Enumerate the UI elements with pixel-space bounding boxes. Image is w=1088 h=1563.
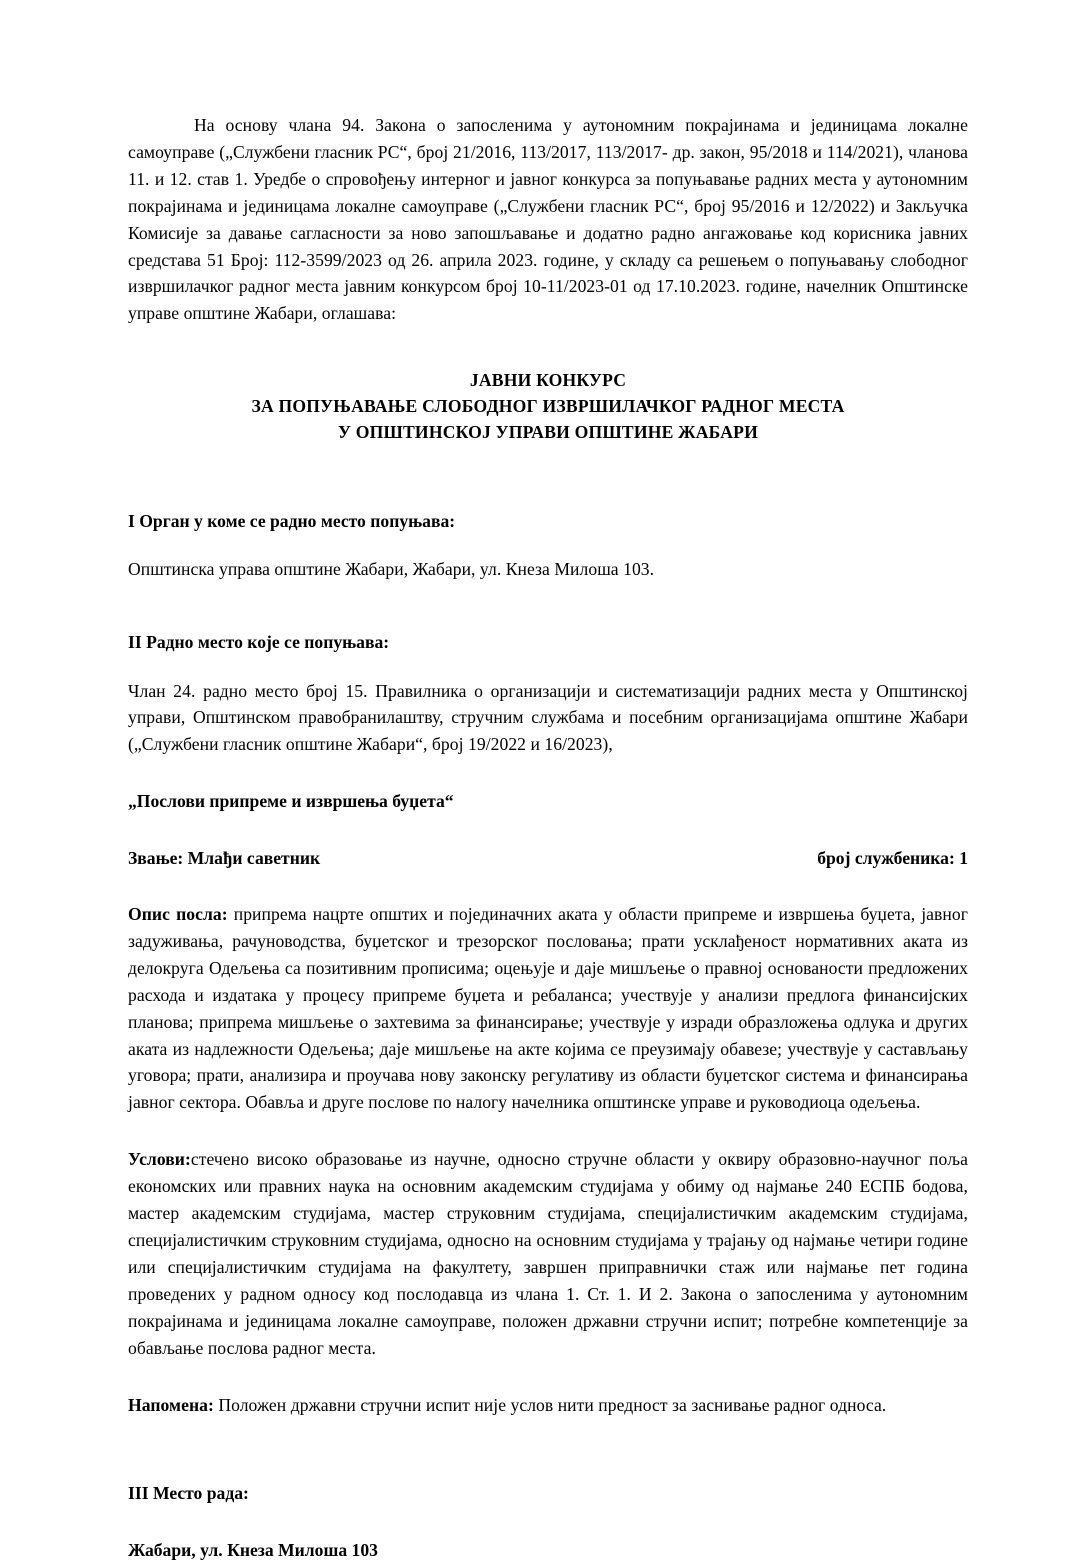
document-body: [128, 112, 968, 1563]
conditions-text: стечено високо образовање из научне, односно стручне области у оквиру образовно-научног поља економских или правних наука на основним академским студијама у обиму од најмање 240 ЕСПБ бодова, мастер академским студијама, мастер струковним студијама, специјалистичким академским студијама, специјалистичким струковним студијама, односно на основним студијама у трајању од најмање четири године или специјалистичким студијама на факултету, завршен приправнички стаж или најмање пет година проведених у радном односу код послодавца из члана 1. Ст. 1. И 2. Закона о запосленима у аутономним покрајинама и јединицама локалне самоуправе, положен државни стручни испит; потребне компетенције за обављање послова радног места.: [128, 1149, 968, 1358]
spacer-before-section-3: [128, 1418, 968, 1480]
job-description-label: Опис посла:: [128, 904, 228, 925]
note-label: Напомена:: [128, 1394, 214, 1415]
job-description-text: припрема нацрте општих и појединачних аката у области припреме и извршења буџета, јавног задуживања, рачуноводства, буџетског и трезорског пословања; прати усклађеност нормативних аката из делокруга Одељења са позитивним прописима; оцењује и даје мишљење о правној основаности предложених расхода и издатака у процесу припреме буџета и ребаланса; учествује у анализи предлога финансијских планова; припрема мишљење о захтевима за финансирање; учествује у изради образложења одлука и других аката из надлежности Одељења; даје мишљење на акте којима се преузимају обавезе; учествује у састављању уговора; прати, анализира и проучава нову законску регулативу из области буџетског система и финансирања јавног сектора. Обавља и друге послове по налогу начелника општинске управе и руководиоца одељења.: [128, 904, 968, 1113]
conditions-paragraph: [128, 1146, 968, 1361]
spacer-section-3: [128, 1507, 968, 1537]
spacer-before-note: [128, 1362, 968, 1392]
section-3-body: Жабари, ул. Кнеза Милоша 103: [128, 1539, 378, 1560]
rank-label: Звање: Млађи саветник: [128, 847, 321, 868]
spacer-before-conditions: [128, 1116, 968, 1146]
spacer-before-rank: [128, 815, 968, 845]
section-2-heading: II Радно место које се попуњава:: [128, 632, 390, 653]
document-title-block: [128, 368, 968, 446]
section-1-heading: I Орган у коме се радно место попуњава:: [128, 510, 456, 531]
title-line-3: У ОПШТИНСКОЈ УПРАВИ ОПШТИНЕ ЖАБАРИ: [338, 421, 758, 442]
officer-count-label: број службеника: 1: [817, 847, 968, 868]
rank-and-count-row: [128, 845, 968, 871]
note-paragraph: [128, 1392, 968, 1419]
spacer-section-2: [128, 656, 968, 678]
section-1-body: Општинска управа општине Жабари, Жабари, ул. Кнеза Милоша 103.: [128, 559, 655, 580]
job-description-paragraph: [128, 901, 968, 1116]
preamble-paragraph: На основу члана 94. Закона о запосленима у аутономним покрајинама и јединицама локалне самоуправе („Службени гласник РС“, број 21/2016, 113/2017, 113/2017- др. закон, 95/2018 и 114/2021), чланова 11. и 12. став 1. Уредбе о спровођењу интерног и јавног конкурса за попуњавање радних места у аутономним покрајинама и јединицама локалне самоуправе („Службени гласник РС“, број 95/2016 и 12/2022) и Закључка Комисије за давање сагласности за ново запошљавање и додатно радно ангажовање код корисника јавних средстава 51 Број: 112-3599/2023 од 26. априла 2023. године, у складу са решењем о попуњавању слободног извршилачког радног места јавним конкурсом број 10-11/2023-01 од 17.10.2023. године, начелник Општинске управе општине Жабари, оглашава:: [128, 115, 968, 324]
title-line-2: ЗА ПОПУЊАВАЊЕ СЛОБОДНОГ ИЗВРШИЛАЧКОГ РАДНОГ МЕСТА: [251, 396, 845, 417]
spacer-after-title: [128, 446, 968, 508]
spacer-section-1: [128, 534, 968, 556]
job-position-title: „Послови припреме и извршења буџета“: [128, 791, 454, 812]
note-text: Положен државни стручни испит није услов нити предност за заснивање радног односа.: [213, 1394, 887, 1415]
section-2-body: Члан 24. радно место број 15. Правилника о организацији и систематизацији радних места у Општинској управи, Општинском правобранилаштву, стручним службама и посебним организацијама општине Жабари („Службени гласник општине Жабари“, број 19/2022 и 16/2023),: [128, 680, 968, 755]
spacer-before-job-title: [128, 758, 968, 788]
title-line-1: ЈАВНИ КОНКУРС: [469, 370, 627, 391]
section-3-heading: III Место рада:: [128, 1483, 249, 1504]
spacer-before-section-2: [128, 583, 968, 629]
conditions-label: Услови:: [128, 1149, 191, 1170]
spacer-before-description: [128, 871, 968, 901]
